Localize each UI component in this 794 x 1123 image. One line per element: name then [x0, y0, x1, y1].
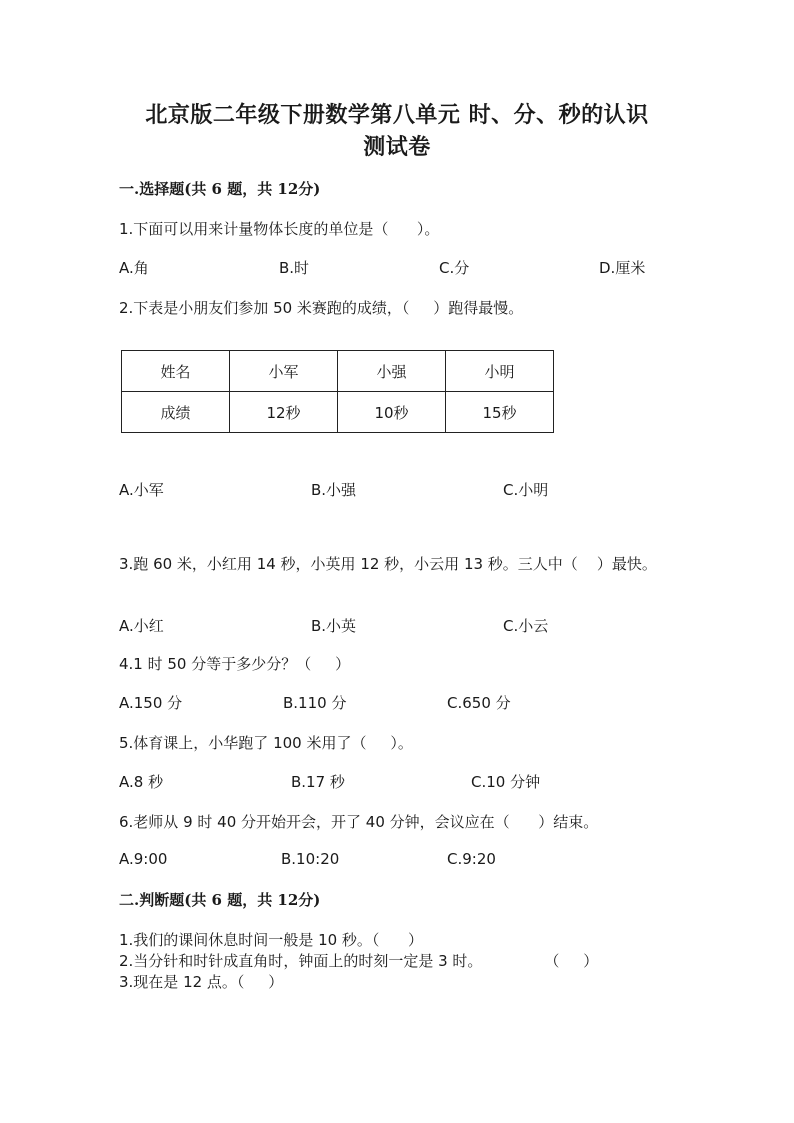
- q4-option-b: B.110 分: [283, 694, 347, 712]
- q3-option-b: B.小英: [311, 617, 357, 635]
- table-row: [122, 392, 554, 433]
- question-5: 5.体育课上，小华跑了 100 米用了（ ）。: [119, 734, 413, 752]
- tf-question-3: 3.现在是 12 点。（ ）: [119, 973, 284, 991]
- q4-option-c: C.650 分: [447, 694, 511, 712]
- tf-question-1: 1.我们的课间休息时间一般是 10 秒。（ ）: [119, 931, 424, 949]
- question-2: 2.下表是小朋友们参加 50 米赛跑的成绩，（ ）跑得最慢。: [119, 299, 524, 317]
- q1-option-a: A.角: [119, 259, 149, 277]
- table-row: [122, 351, 554, 392]
- q4-option-a: A.150 分: [119, 694, 183, 712]
- q6-option-b: B.10:20: [281, 850, 340, 868]
- table-cell: 10秒: [338, 392, 446, 433]
- q5-option-b: B.17 秒: [291, 773, 345, 791]
- question-6: 6.老师从 9 时 40 分开始开会，开了 40 分钟，会议应在（ ）结束。: [119, 813, 599, 831]
- table-cell: 姓名: [122, 351, 230, 392]
- q5-option-a: A.8 秒: [119, 773, 164, 791]
- section-heading-true-false: 二.判断题(共 6 题，共 12分): [119, 891, 321, 909]
- q2-option-a: A.小军: [119, 481, 164, 499]
- q3-option-a: A.小红: [119, 617, 164, 635]
- q6-option-a: A.9:00: [119, 850, 168, 868]
- question-1: 1.下面可以用来计量物体长度的单位是（ ）。: [119, 220, 440, 238]
- table-cell: 小明: [446, 351, 554, 392]
- table-cell: 小强: [338, 351, 446, 392]
- question-4: 4.1 时 50 分等于多少分？（ ）: [119, 655, 351, 673]
- exam-title-line2: 测试卷: [363, 134, 431, 160]
- table-cell: 12秒: [230, 392, 338, 433]
- q6-option-c: C.9:20: [447, 850, 496, 868]
- table-cell: 15秒: [446, 392, 554, 433]
- table-cell: 小军: [230, 351, 338, 392]
- section-heading-choice: 一.选择题(共 6 题，共 12分): [119, 180, 321, 198]
- q5-option-c: C.10 分钟: [471, 773, 541, 791]
- exam-title-line1: 北京版二年级下册数学第八单元 时、分、秒的认识: [145, 102, 649, 128]
- q1-option-b: B.时: [279, 259, 310, 277]
- q2-option-b: B.小强: [311, 481, 357, 499]
- tf-question-2: 2.当分针和时针成直角时，钟面上的时刻一定是 3 时。 （ ）: [119, 952, 599, 970]
- race-results-table: [121, 350, 554, 433]
- q1-option-d: D.厘米: [599, 259, 646, 277]
- q1-option-c: C.分: [439, 259, 470, 277]
- table-cell: 成绩: [122, 392, 230, 433]
- question-3: 3.跑 60 米，小红用 14 秒，小英用 12 秒，小云用 13 秒。三人中（ ）最快。: [119, 555, 657, 573]
- q3-option-c: C.小云: [503, 617, 549, 635]
- q2-option-c: C.小明: [503, 481, 549, 499]
